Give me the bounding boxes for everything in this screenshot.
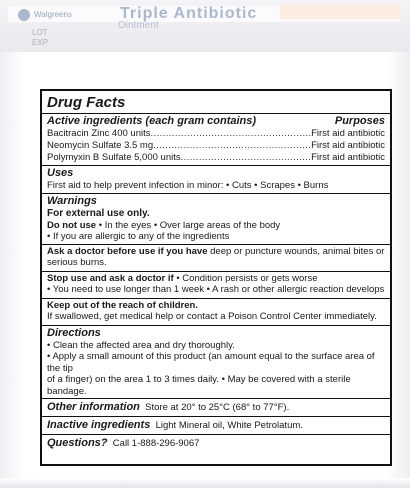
product-subtitle: Ointment <box>118 20 159 31</box>
other-information-section <box>42 399 390 417</box>
leader-dots <box>181 152 311 164</box>
ask-doctor-text: deep or puncture wounds, animal bites or <box>207 245 385 257</box>
brand-logo-icon <box>18 9 30 21</box>
uses-text: First aid to help prevent infection in minor: • Cuts • Scrapes • Burns <box>47 180 329 191</box>
drug-facts-title: Drug Facts <box>47 94 126 111</box>
lot-exp-block <box>32 28 48 48</box>
ask-doctor-label: Ask a doctor before use if you have <box>47 245 208 257</box>
drug-facts-panel <box>40 89 392 466</box>
ingredient-name: Bacitracin Zinc 400 units <box>47 128 151 139</box>
ask-doctor-text-2: serious burns. <box>47 257 107 268</box>
box-bottom-edge <box>0 478 410 488</box>
keep-out-line <box>47 299 385 324</box>
peach-band <box>280 5 400 19</box>
questions-phone: Call 1-888-296-9067 <box>112 438 200 449</box>
inactive-ingredients-text: Light Mineral oil, White Petrolatum. <box>155 420 303 431</box>
warnings-section <box>42 194 390 326</box>
directions-section <box>42 326 390 400</box>
purposes-heading: Purposes <box>334 115 385 127</box>
directions-heading: Directions <box>47 326 101 339</box>
ingredient-purpose: First aid antibiotic <box>311 152 385 163</box>
box-top-flap <box>0 0 410 53</box>
do-not-use-text: • In the eyes • Over large areas of the body <box>96 219 281 231</box>
ingredient-row <box>47 128 385 140</box>
questions-section <box>42 435 390 452</box>
ask-doctor-line <box>47 245 385 270</box>
drug-facts-title-section <box>42 91 390 114</box>
ingredient-name: Polymyxin B Sulfate 5,000 units <box>47 152 181 163</box>
ingredient-purpose: First aid antibiotic <box>311 140 385 151</box>
ingredient-row <box>47 152 385 164</box>
lot-label: LOT <box>32 28 48 37</box>
do-not-use-label: Do not use <box>47 219 97 231</box>
stop-use-text-2: • You need to use longer than 1 week • A rash or other allergic reaction develops <box>47 284 385 295</box>
uses-section <box>42 166 390 194</box>
inactive-ingredients-heading: Inactive ingredients <box>47 419 151 431</box>
stop-use-text: • Condition persists or gets worse <box>173 272 318 284</box>
do-not-use-line <box>47 220 385 232</box>
directions-line-2: • Apply a small amount of this product (an amount equal to the surface area of the tip <box>47 351 375 374</box>
stop-use-label: Stop use and ask a doctor if <box>47 272 174 284</box>
uses-heading: Uses <box>47 167 74 179</box>
ingredient-name: Neomycin Sulfate 3.5 mg <box>47 140 154 151</box>
active-ingredients-heading: Active ingredients (each gram contains) <box>47 115 257 127</box>
questions-heading: Questions? <box>47 437 108 449</box>
ingredient-row <box>47 140 385 152</box>
keep-out-label: Keep out of the reach of children. <box>47 299 198 311</box>
external-use-warning: For external use only. <box>47 207 150 219</box>
stop-use-line <box>47 272 385 297</box>
other-information-heading: Other information <box>47 401 140 413</box>
other-information-text: Store at 20° to 25°C (68° to 77°F). <box>145 402 290 413</box>
directions-line-3: of a finger) on the area 1 to 3 times daily. • May be covered with a sterile bandage. <box>47 374 351 397</box>
exp-label: EXP <box>32 38 49 47</box>
brand-text: Walgreens <box>34 10 72 19</box>
directions-line-1: • Clean the affected area and dry thoroughly. <box>47 339 235 351</box>
active-ingredients-header <box>47 115 385 128</box>
inactive-ingredients-section <box>42 417 390 435</box>
active-ingredients-section <box>42 114 390 166</box>
ingredient-purpose: First aid antibiotic <box>311 128 385 139</box>
leader-dots <box>151 128 312 140</box>
leader-dots <box>153 140 311 152</box>
do-not-use-line-2: • If you are allergic to any of the ingredients <box>47 231 230 242</box>
product-title: Triple Antibiotic <box>120 5 258 22</box>
warnings-heading: Warnings <box>47 194 97 207</box>
keep-out-text: If swallowed, get medical help or contact a Poison Control Center immediately. <box>47 311 377 322</box>
